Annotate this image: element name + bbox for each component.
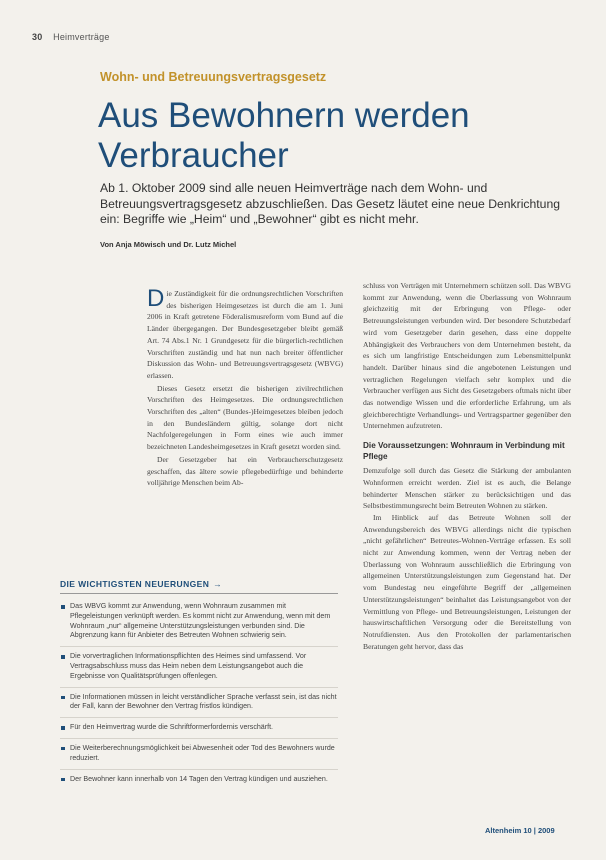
article-byline: Von Anja Möwisch und Dr. Lutz Michel (100, 240, 237, 249)
paragraph (147, 285, 343, 382)
page-number: 30 (32, 32, 43, 42)
issue-label: Altenheim 10 | 2009 (485, 826, 555, 835)
section-name: Heimverträge (53, 32, 110, 42)
list-item: Der Bewohner kann innerhalb von 14 Tagen den Vertrag kündigen und ausziehen. (60, 775, 338, 790)
article-kicker: Wohn- und Betreuungsvertragsgesetz (100, 70, 327, 84)
paragraph-text: ie Zuständigkeit für die ordnungsrechtlichen Vorschriften des bisherigen Heimgesetzes ist durch die am 1. Juni 2006 in Kraft getretene Föderalismusreform vom Bund auf die Länder übergegangen. Der Bundesgesetzgeber bleibt gemäß Art. 74 Abs.1 Nr. 1 Grundgesetz für die bürgerlich-rechtlichen Vorschriften zuständig und hat nun nach breiter öffentlicher Diskussion das Wohn- und Betreuungsvertragsgesetz (WBVG) erlassen. (147, 289, 343, 380)
article-headline: Aus Bewohnern werden Verbraucher (98, 96, 470, 175)
page-footer (485, 826, 555, 835)
key-changes-box (60, 579, 338, 794)
list-item: Für den Heimvertrag wurde die Schriftformerfordernis verschärft. (60, 723, 338, 739)
list-item: Die Weiterberechnungsmöglichkeit bei Abwesenheit oder Tod des Bewohners wurde reduziert. (60, 744, 338, 770)
list-item: Die vorvertraglichen Informationspflichten des Heimes sind umfassend. Vor Vertragsabschluss muss das Heim neben dem Leistungsangebot auch die Ergebnisse von Qualitätsprüfungen offenlegen. (60, 652, 338, 687)
list-item: Das WBVG kommt zur Anwendung, wenn Wohnraum zusammen mit Pflegeleistungen verknüpft werden. Es kommt nicht zur Anwendung, wenn mit dem Wohnraum „nur“ allgemeine Unterstützungsleistungen verbunden sind. Die Abgrenzung kann für Anbieter des Betreuten Wohnen schwierig sein. (60, 602, 338, 647)
drop-cap: D (147, 285, 165, 312)
text-column-1 (147, 285, 343, 489)
paragraph: Dieses Gesetz ersetzt die bisherigen zivilrechtlichen Vorschriften des Heimgesetzes. Die ordnungsrechtlichen Vorschriften des „alten“ (Bundes-)Heimgesetzes bleiben jedoch in den Bundesländern gültig, solange dort nicht Nachfolgeregelungen in Form eines wie auch immer bezeichneten Landesheimgesetzes in Kraft gesetzt worden sind. (147, 383, 343, 452)
arrow-right-icon: → (213, 579, 223, 589)
paragraph: Im Hinblick auf das Betreute Wohnen soll der Anwendungsbereich des WBVG allerdings nicht die typischen „nicht gefährlichen“ Betreutes-Wohnen-Verträge erfassen. Es soll nicht zur Anwendung kommen, wenn der Vertrag neben der Überlassung von Wohnraum ausschließlich die Erbringung von allgemeinen Unterstützungsleistungen zum Gegenstand hat. Der vom Bundestag neu eingeführte Begriff der „allgemeinen Unterstützungsleistungen“ beinhaltet das Leistungsangebot von der Vermittlung von Pflege- und Betreuungsleistungen, Leistungen der hauswirtschaftlichen Versorgung oder die Bereitstellung von Notrufdiensten. Aus den Protokollen der parlamentarischen Beratungen geht hervor, dass das (363, 512, 571, 651)
paragraph: schluss von Verträgen mit Unternehmern schützen soll. Das WBVG kommt zur Anwendung, wenn die Überlassung von Wohnraum gleichzeitig mit der Erbringung von Pflege- oder Betreuungsleistungen verbunden wird. Der besondere Schutzbedarf wird vom Gesetzgeber darin gesehen, dass eine doppelte Abhängigkeit des Verbrauchers von dem Unternehmen besteht, da es sich um langfristige Entscheidungen zum Lebensmittelpunkt handelt. Darüber hinaus sind die angebotenen Leistungen und vertraglichen Regelungen vielfach sehr komplex und die Verbraucher verfügen aus Sicht des Gesetzgebers oftmals nicht über das notwendige Wissen und die erforderliche Erfahrung, um als gleichberechtigte Verhandlungs- und Vertragspartner gegenüber den Unternehmen aufzutreten. (363, 281, 571, 431)
key-changes-list (60, 602, 338, 789)
box-title (60, 579, 338, 594)
section-subhead: Die Voraussetzungen: Wohnraum in Verbindung mit Pflege (363, 441, 565, 462)
article-lead: Ab 1. Oktober 2009 sind alle neuen Heimverträge nach dem Wohn- und Betreuungsvertragsgesetz abzuschließen. Das Gesetz läutet eine neue Denkrichtung ein: Begriffe wie „Heim“ und „Bewohner“ gibt es nicht mehr. (100, 181, 561, 226)
page-header (32, 32, 110, 42)
box-title-text: DIE WICHTIGSTEN NEUERUNGEN (60, 579, 210, 589)
text-column-2 (363, 280, 571, 652)
list-item: Die Informationen müssen in leicht verständlicher Sprache verfasst sein, ist das nicht der Fall, kann der Bewohner den Vertrag fristlos kündigen. (60, 693, 338, 719)
paragraph: Demzufolge soll durch das Gesetz die Stärkung der ambulanten Wohnformen erreicht werden. Ziel ist es auch, die Belange behinderter Menschen stärker zu berücksichtigen und das Selbstbestimmungsrecht beim Betreuten Wohnen zu stärken. (363, 466, 571, 511)
paragraph: Der Gesetzgeber hat ein Verbraucherschutzgesetz geschaffen, das ältere sowie pflegebedürftige und behinderte volljährige Menschen beim Ab- (147, 454, 343, 488)
